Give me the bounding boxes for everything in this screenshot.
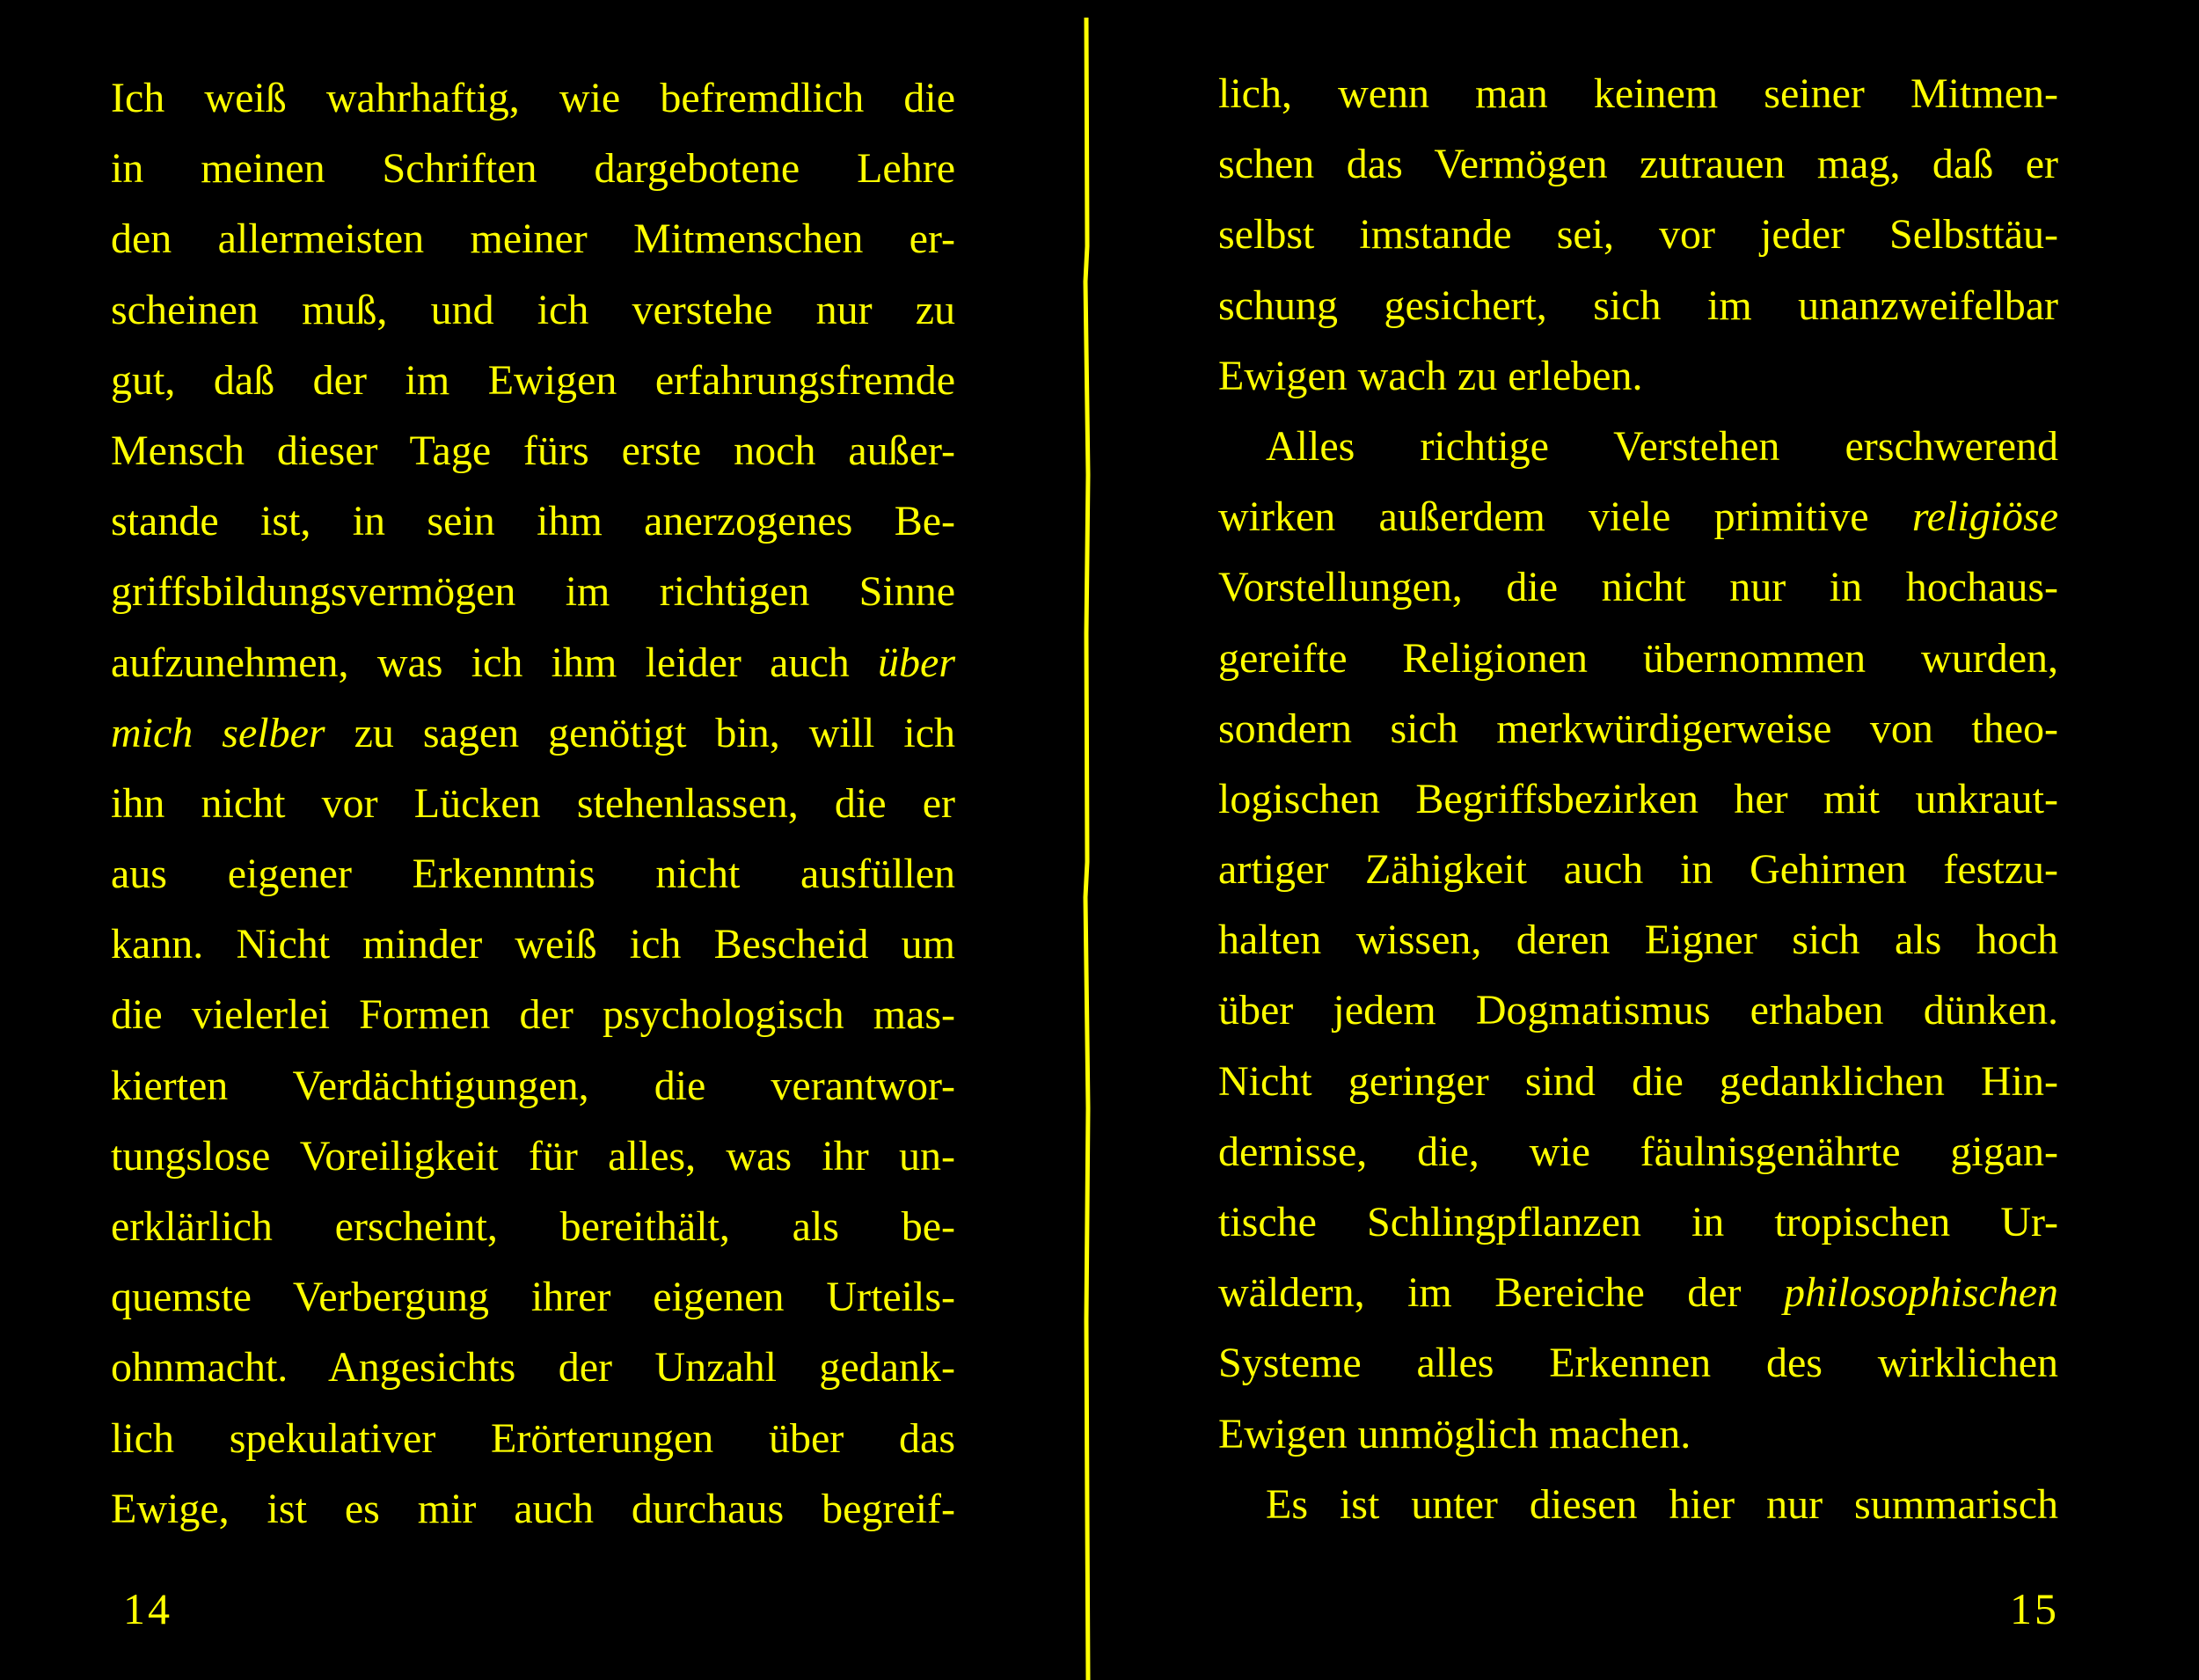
right-page-text — [1218, 59, 2058, 1540]
text-line: sondern sich merkwürdigerweise von theo- — [1218, 705, 2058, 752]
text-line: Ewigen wach zu erleben. — [1218, 352, 1643, 399]
text-line: ohnmacht. Angesichts der Unzahl gedank- — [111, 1344, 955, 1391]
text-line: Mensch dieser Tage fürs erste noch außer- — [111, 427, 955, 474]
page-number: 14 — [123, 1584, 172, 1633]
text-line: scheinen muß, und ich verstehe nur zu — [111, 286, 955, 333]
text-line: Ewige, ist es mir auch durchaus begreif- — [111, 1485, 955, 1532]
text-line: den allermeisten meiner Mitmenschen er- — [111, 215, 955, 263]
text-line: schung gesichert, sich im unanzweifelbar — [1218, 281, 2058, 329]
left-page-text — [111, 63, 955, 1545]
text-line: dernisse, die, wie fäulnisgenährte gigan- — [1218, 1128, 2058, 1175]
text-line: griffsbildungsvermögen im richtigen Sinne — [111, 568, 955, 616]
text-line: Es ist unter diesen hier nur summarisch — [1266, 1480, 2058, 1528]
text-segment: aufzunehmen, was ich ihm leider auch — [111, 639, 850, 686]
gutter-line — [1080, 18, 1094, 1680]
text-segment: zu sagen genötigt bin, will ich — [354, 709, 956, 756]
text-line: halten wissen, deren Eigner sich als hoch — [1218, 917, 2058, 964]
text-line: tische Schlingpflanzen in tropischen Ur- — [1218, 1199, 2058, 1245]
text-line: artiger Zähigkeit auch in Gehirnen festzu- — [1218, 846, 2058, 894]
text-line: lich spekulativer Erörterungen über das — [111, 1414, 955, 1462]
text-line: selbst imstande sei, vor jeder Selbsttäu- — [1218, 211, 2058, 259]
text-line: aus eigener Erkenntnis nicht ausfüllen — [111, 851, 955, 898]
text-segment: wirken außerdem viele primitive — [1218, 493, 1869, 541]
text-line: lich, wenn man keinem seiner Mitmen- — [1218, 70, 2058, 117]
text-line — [1218, 1258, 2058, 1328]
text-line: in meinen Schriften dargebotene Lehre — [111, 145, 955, 193]
italic-text: religiöse — [1911, 493, 2059, 541]
text-line: kann. Nicht minder weiß ich Bescheid um — [111, 921, 955, 968]
text-line — [111, 698, 955, 769]
text-line: tungslose Voreiligkeit für alles, was ihr un- — [111, 1132, 955, 1180]
text-line: stande ist, in sein ihm anerzogenes Be- — [111, 498, 955, 545]
text-line: Vorstellungen, die nicht nur in hochaus- — [1218, 564, 2058, 611]
text-line: quemste Verbergung ihrer eigenen Urteils- — [111, 1274, 955, 1321]
text-line: gut, daß der im Ewigen erfahrungsfremde — [111, 356, 955, 404]
text-line: ihn nicht vor Lücken stehenlassen, die er — [111, 779, 955, 827]
text-line: erklärlich erscheint, bereithält, als be- — [111, 1203, 955, 1250]
text-line: logischen Begriffsbezirken her mit unkraut- — [1218, 775, 2058, 822]
italic-text: über — [878, 639, 956, 686]
text-line — [111, 628, 955, 698]
text-line: Systeme alles Erkennen des wirklichen — [1218, 1340, 2058, 1387]
italic-text: mich selber — [111, 709, 325, 756]
text-line: gereifte Religionen übernommen wurden, — [1218, 634, 2058, 682]
italic-text: philosophischen — [1784, 1269, 2059, 1317]
text-line: Ewigen unmöglich machen. — [1218, 1410, 1691, 1457]
left-page — [0, 0, 1086, 1680]
text-line — [1218, 482, 2058, 552]
text-line: kierten Verdächtigungen, die verantwor- — [111, 1062, 955, 1109]
page-number: 15 — [2010, 1584, 2059, 1633]
text-line: Ich weiß wahrhaftig, wie befremdlich die — [111, 75, 955, 121]
text-line: schen das Vermögen zutrauen mag, daß er — [1218, 141, 2058, 188]
text-line: Nicht geringer sind die gedanklichen Hin- — [1218, 1057, 2058, 1105]
text-line: die vielerlei Formen der psychologisch mas- — [111, 991, 955, 1039]
text-line: über jedem Dogmatismus erhaben dünken. — [1218, 987, 2058, 1034]
right-page — [1095, 0, 2199, 1680]
text-line: Alles richtige Verstehen erschwerend — [1266, 422, 2058, 470]
text-segment: wäldern, im Bereiche der — [1218, 1269, 1742, 1317]
